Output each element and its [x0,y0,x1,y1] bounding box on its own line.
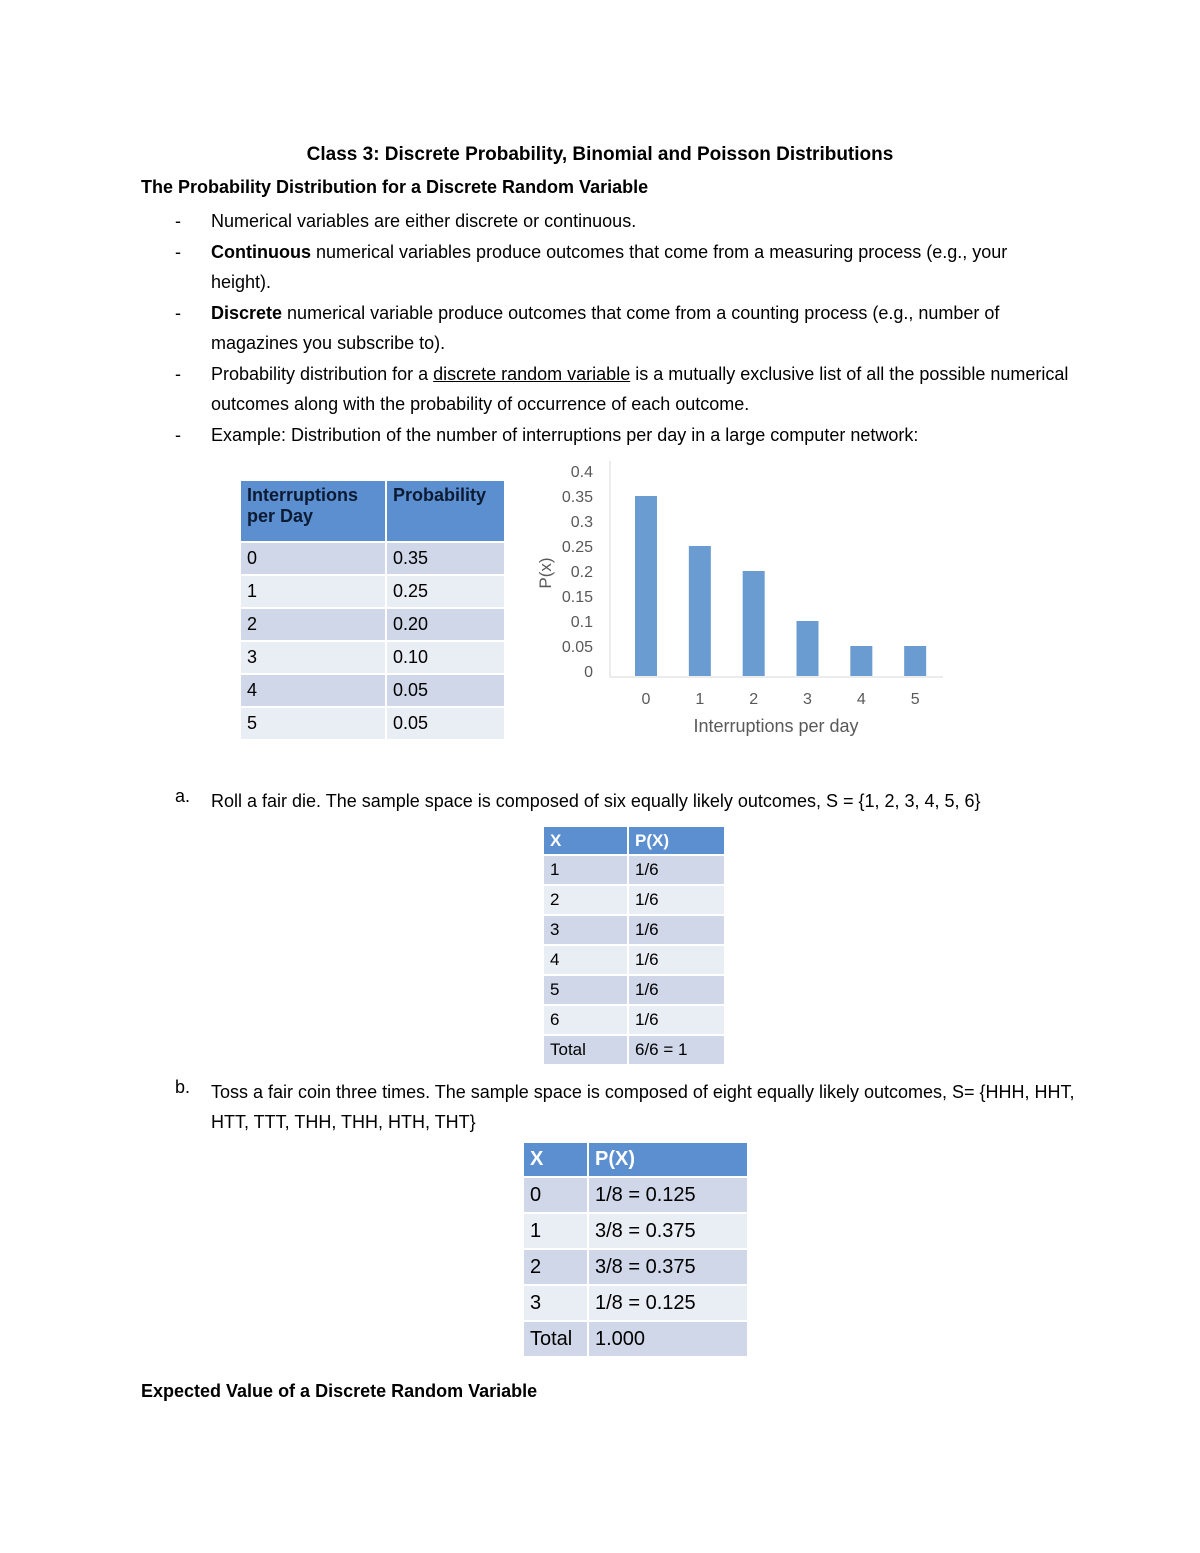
bar [797,621,819,676]
bullet-dash: - [175,424,181,445]
die-table [544,827,726,1066]
table-cell: 0 [524,1178,589,1214]
table-cell: 5 [544,976,629,1006]
table-cell: 1/6 [629,916,726,946]
table-cell: 6/6 = 1 [629,1036,726,1066]
list-item [141,237,1071,298]
table-row [544,976,726,1006]
table-cell: 2 [544,886,629,916]
table-cell: 0.10 [387,642,506,675]
table-cell: 3/8 = 0.375 [589,1250,749,1286]
column-header: X [524,1143,589,1178]
bullet-text: is a mutually exclusive list of all the possible numerical outcomes along with the probability of occurrence of each outcome. [211,363,1069,414]
list-text: Roll a fair die. The sample space is composed of six equally likely outcomes, S = {1, 2, 3, 4, 5, 6} [211,791,981,811]
page-title: Class 3: Discrete Probability, Binomial and Poisson Distributions [306,144,894,165]
table-row [524,1286,749,1322]
bullet-dash: - [175,363,181,384]
bullet-bold-term: Discrete [211,302,283,323]
y-tick-label: 0.05 [561,639,593,656]
interruptions-table [241,481,506,741]
bar [635,496,657,676]
table-cell: 1 [241,576,387,609]
table-row [241,609,506,642]
table-header-row [241,481,506,543]
bullet-text: Numerical variables are either discrete or continuous. [211,211,637,231]
table-total-row [544,1036,726,1066]
table-cell: 0.05 [387,675,506,708]
section-heading-probability-distribution: The Probability Distribution for a Discrete Random Variable [141,177,649,197]
bullet-text: Example: Distribution of the number of interruptions per day in a large computer network: [211,424,919,445]
table-cell: 0 [241,543,387,576]
table-row [241,543,506,576]
table-cell: 4 [544,946,629,976]
bullet-text: numerical variables produce outcomes that come from a measuring process (e.g., your height). [211,241,1008,292]
table-cell: 1/6 [629,1006,726,1036]
table-cell: 1/6 [629,856,726,886]
x-tick-label: 4 [856,691,866,708]
table-row [544,1006,726,1036]
table-row [241,708,506,741]
table-row [544,856,726,886]
x-axis-title: Interruptions per day [693,716,859,736]
table-cell: 1 [544,856,629,886]
x-tick-label: 5 [910,691,920,708]
y-tick-label: 0.4 [570,464,593,481]
table-row [241,675,506,708]
table-row [544,946,726,976]
list-item [141,420,1071,451]
table-row [524,1178,749,1214]
list-label: b. [175,1077,191,1097]
y-tick-label: 0.1 [570,614,593,631]
x-tick-label: 3 [803,691,812,708]
table-cell: 1/6 [629,976,726,1006]
bar [743,571,765,676]
table-cell: 3/8 = 0.375 [589,1214,749,1250]
table-cell: 0.05 [387,708,506,741]
table-cell: 5 [241,708,387,741]
table-total-row [524,1322,749,1358]
table-cell: 1.000 [589,1322,749,1358]
column-header: P(X) [629,827,726,856]
bullet-text-pre: Probability distribution for a [211,363,434,384]
bar [904,646,926,676]
table-cell: 1/8 = 0.125 [589,1286,749,1322]
table-cell: 1 [524,1214,589,1250]
table-row [524,1214,749,1250]
bullet-underlined-term: discrete random variable [433,363,631,384]
y-tick-label: 0.25 [561,539,593,556]
table-row [544,886,726,916]
y-tick-label: 0.2 [570,564,593,581]
table-cell: 3 [524,1286,589,1322]
bar [689,546,711,676]
interruptions-bar-chart [525,455,955,745]
table-cell: 2 [524,1250,589,1286]
table-cell: 1/6 [629,886,726,916]
bullet-list [141,206,1071,450]
table-row [544,916,726,946]
table-cell: 2 [241,609,387,642]
y-tick-label: 0.35 [561,489,593,506]
table-row [241,642,506,675]
bullet-bold-term: Continuous [211,241,311,262]
table-cell: 6 [544,1006,629,1036]
table-cell: 3 [544,916,629,946]
bullet-dash: - [175,211,181,231]
y-axis-title: P(x) [536,557,555,589]
y-tick-label: 0.15 [561,589,593,606]
bullet-dash: - [175,241,181,262]
table-header-row [544,827,726,856]
list-item [141,359,1071,420]
table-cell: 0.20 [387,609,506,642]
table-cell: Total [544,1036,629,1066]
list-label: a. [175,786,191,806]
table-header-row [524,1143,749,1178]
column-header: Interruptions per Day [241,481,387,543]
list-item [141,206,1071,237]
column-header: Probability [387,481,506,543]
x-tick-label: 0 [641,691,651,708]
table-cell: 1/6 [629,946,726,976]
list-text: Toss a fair coin three times. The sample space is composed of eight equally likely outcomes, S= {HHH, HHT, HTT, TTT, THH, THH, HTH, THT} [211,1082,1075,1132]
coin-table [524,1143,749,1358]
x-tick-label: 2 [749,691,759,708]
bullet-text: numerical variable produce outcomes that come from a counting process (e.g., number of magazines you subscribe to). [211,302,1000,353]
table-row [241,576,506,609]
column-header: P(X) [589,1143,749,1178]
y-tick-label: 0 [584,664,593,681]
x-tick-label: 1 [695,691,705,708]
list-item [141,298,1071,359]
table-cell: 3 [241,642,387,675]
bullet-dash: - [175,302,181,323]
y-tick-label: 0.3 [570,514,593,531]
table-cell: 0.25 [387,576,506,609]
table-row [524,1250,749,1286]
table-cell: Total [524,1322,589,1358]
section-heading-expected-value: Expected Value of a Discrete Random Variable [141,1381,538,1401]
bar [850,646,872,676]
table-cell: 1/8 = 0.125 [589,1178,749,1214]
column-header: X [544,827,629,856]
table-cell: 4 [241,675,387,708]
table-cell: 0.35 [387,543,506,576]
